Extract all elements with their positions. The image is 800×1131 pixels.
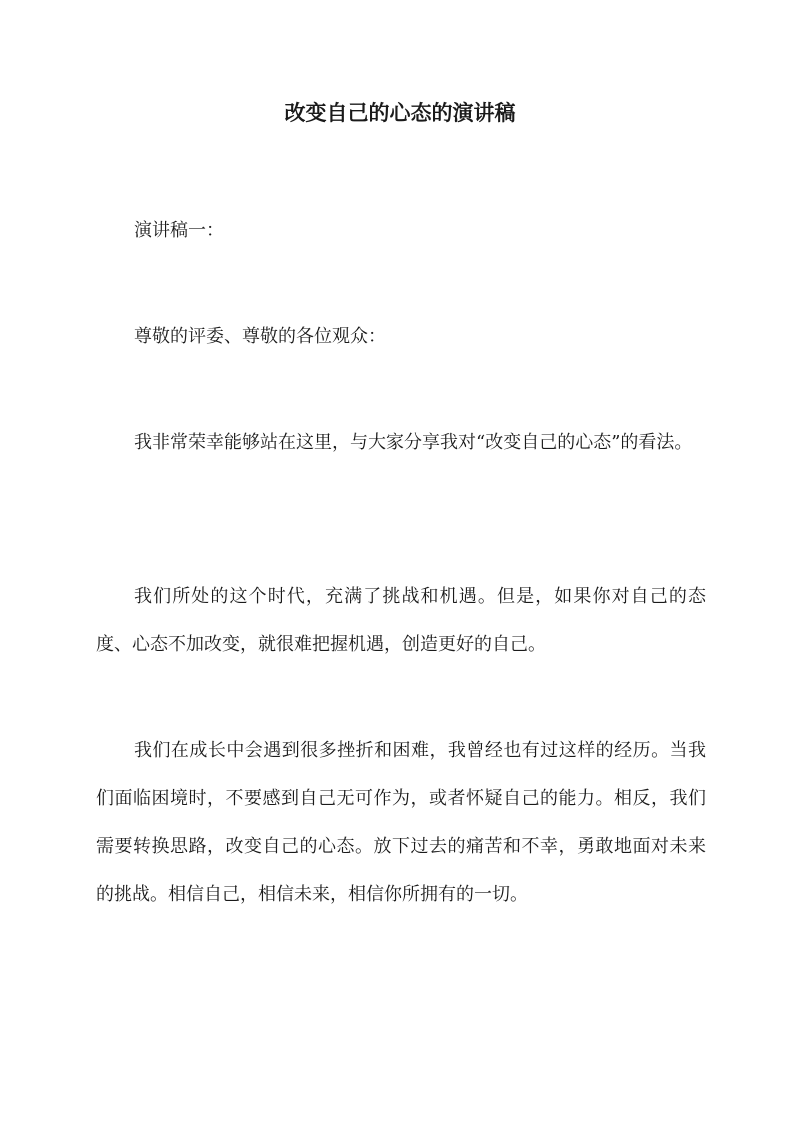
- paragraph-salutation: 尊敬的评委、尊敬的各位观众：: [134, 326, 386, 347]
- paragraph-era: 我们所处的这个时代，充满了挑战和机遇。但是，如果你对自己的态度、心态不加改变，就很难把握机遇，创造更好的自己。: [96, 586, 706, 655]
- paragraph-speech-label: 演讲稿一：: [134, 220, 224, 241]
- paragraph-growth: 我们在成长中会遇到很多挫折和困难，我曾经也有过这样的经历。当我们面临困境时，不要感到自己无可作为，或者怀疑自己的能力。相反，我们需要转换思路，改变自己的心态。放下过去的痛苦和不幸，勇敢地面对未来的挑战。相信自己，相信未来，相信你所拥有的一切。: [96, 740, 706, 905]
- paragraph-intro: 我非常荣幸能够站在这里，与大家分享我对“改变自己的心态”的看法。: [134, 432, 693, 453]
- document-title: 改变自己的心态的演讲稿: [284, 100, 516, 125]
